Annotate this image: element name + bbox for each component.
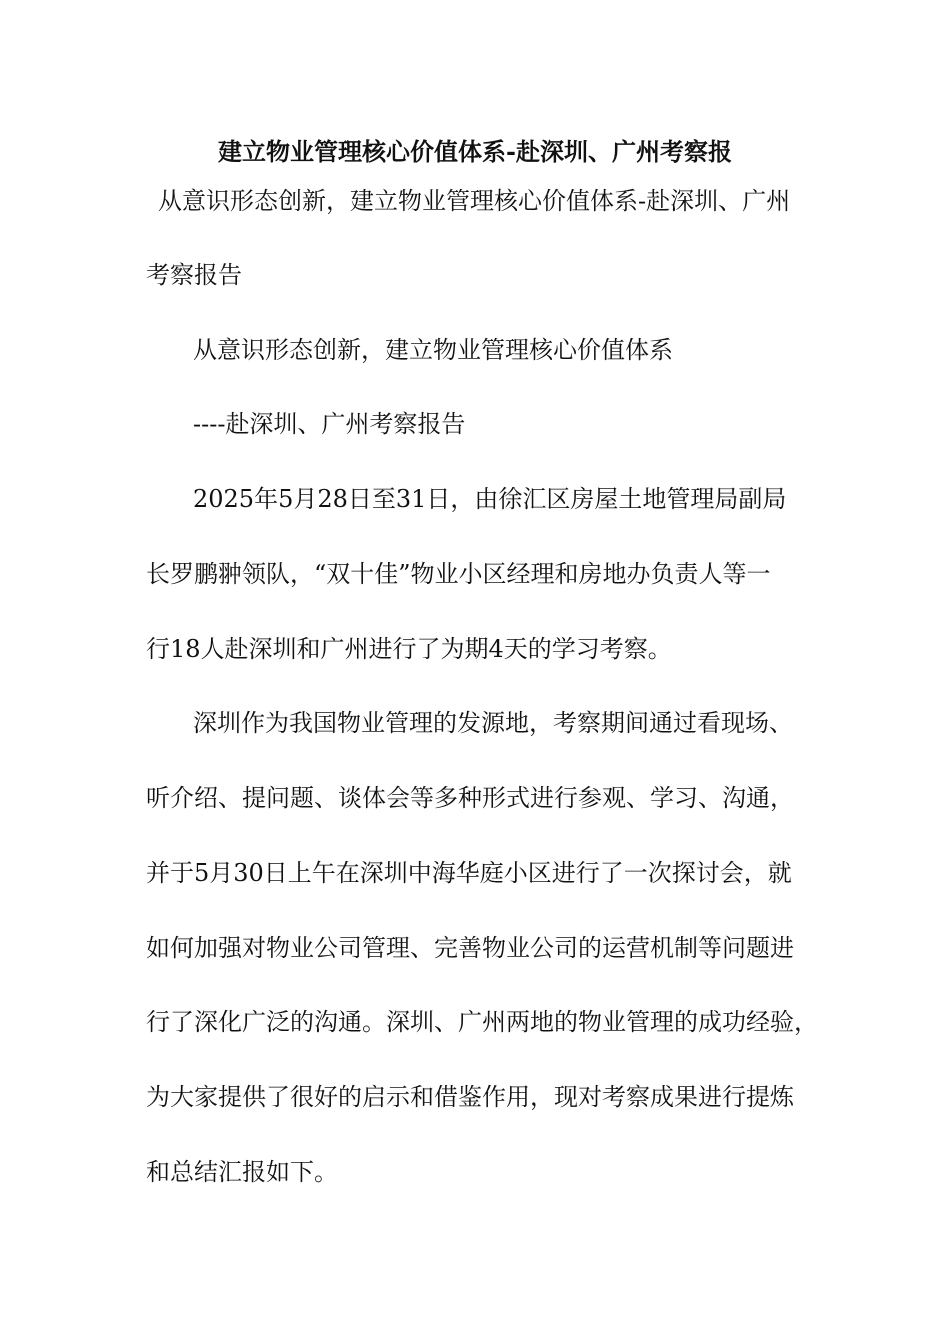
paragraph-2-line-3: 并于5月30日上午在深圳中海华庭小区进行了一次探讨会，就 — [146, 859, 792, 887]
paragraph-2-line-2: 听介绍、提问题、谈体会等多种形式进行参观、学习、沟通， — [146, 784, 794, 812]
paragraph-2-line-7: 和总结汇报如下。 — [146, 1158, 338, 1186]
heading-line-2: ----赴深圳、广州考察报告 — [193, 410, 466, 438]
heading-line-1: 从意识形态创新，建立物业管理核心价值体系 — [193, 336, 673, 364]
paragraph-1-line-1: 2025年5月28日至31日，由徐汇区房屋土地管理局副局 — [193, 485, 787, 513]
document-title: 建立物业管理核心价值体系-赴深圳、广州考察报 — [218, 137, 732, 166]
paragraph-2-line-6: 为大家提供了很好的启示和借鉴作用，现对考察成果进行提炼 — [146, 1083, 794, 1111]
subtitle-line-2: 考察报告 — [146, 261, 242, 289]
paragraph-2-line-1: 深圳作为我国物业管理的发源地，考察期间通过看现场、 — [193, 709, 793, 737]
paragraph-2-line-5: 行了深化广泛的沟通。深圳、广州两地的物业管理的成功经验， — [146, 1008, 818, 1036]
paragraph-1-line-3: 行18人赴深圳和广州进行了为期4天的学习考察。 — [146, 635, 672, 663]
paragraph-2-line-4: 如何加强对物业公司管理、完善物业公司的运营机制等问题进 — [146, 934, 794, 962]
paragraph-1-line-2: 长罗鹏翀领队，“双十佳”物业小区经理和房地办负责人等一 — [146, 560, 771, 588]
subtitle-line-1: 从意识形态创新，建立物业管理核心价值体系-赴深圳、广州 — [158, 187, 791, 215]
